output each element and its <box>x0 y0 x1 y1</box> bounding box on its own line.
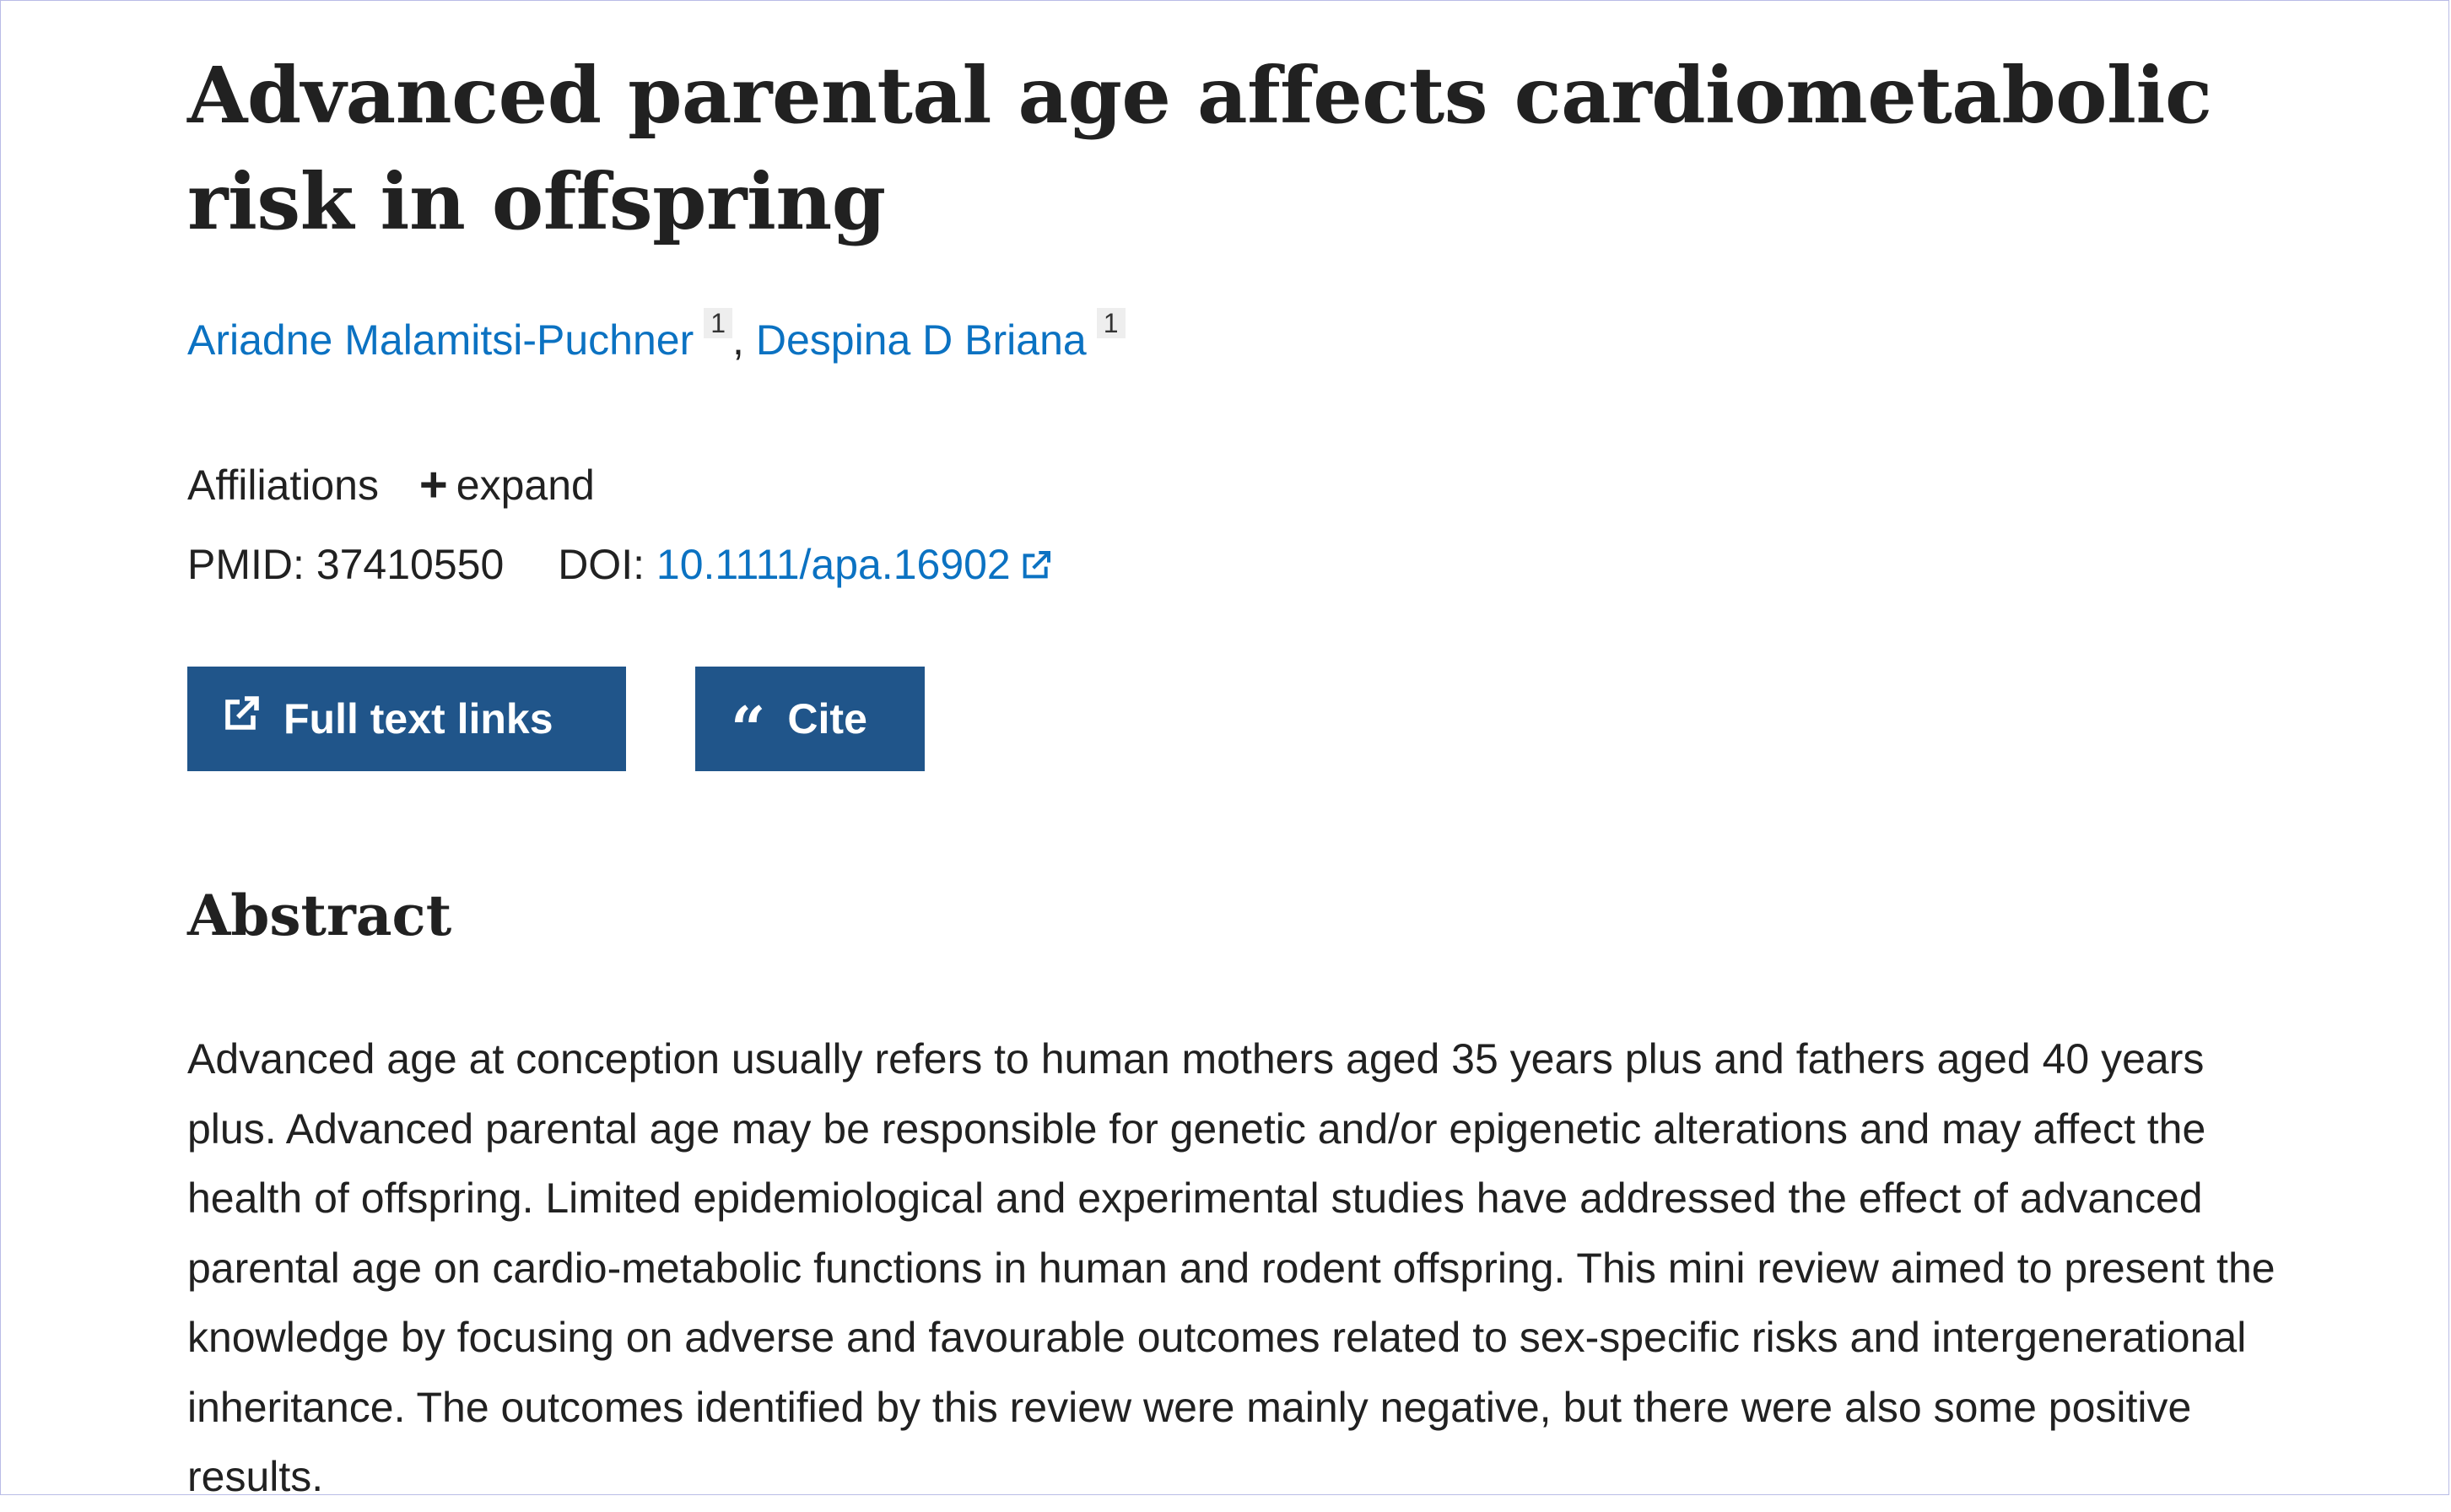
cite-button[interactable] <box>695 667 925 771</box>
affiliation-ref-button[interactable]: 1 <box>704 308 732 338</box>
plus-icon: + <box>418 457 448 512</box>
external-link-icon <box>221 694 262 744</box>
cite-label: Cite <box>787 695 867 742</box>
article-title: Advanced parental age affects cardiometabolic risk in offspring <box>187 50 2212 247</box>
abstract-heading: Abstract <box>187 883 452 948</box>
full-text-links-button[interactable] <box>187 667 626 771</box>
expand-label: expand <box>456 462 595 509</box>
expand-affiliations-button[interactable] <box>419 456 595 515</box>
doi-label: DOI: <box>558 541 645 588</box>
quote-icon: “ <box>731 693 766 764</box>
doi-link[interactable] <box>656 541 1053 588</box>
author-link[interactable]: Ariadne Malamitsi-Puchner <box>187 316 694 364</box>
author-link[interactable]: Despina D Briana <box>755 316 1087 364</box>
external-link-icon <box>1019 538 1053 597</box>
pmid-value: 37410550 <box>316 541 505 588</box>
identifiers-row <box>187 535 1053 597</box>
author-separator: , <box>732 316 756 364</box>
article-details <box>187 42 2297 1500</box>
doi-value: 10.1111/apa.16902 <box>656 541 1011 588</box>
pmid-label: PMID: <box>187 541 305 588</box>
affiliations-label: Affiliations <box>187 462 379 509</box>
full-text-links-label: Full text links <box>283 695 553 742</box>
abstract-text: Advanced age at conception usually refers to human mothers aged 35 years plus and fathers aged 40 years plus. Advanced parental age may be responsible for genetic and/or epigenetic alterations and may affect the health of offspring. Limited epidemiological and experimental studies have addressed the effect of advanced parental age on cardio-metabolic functions in human and rodent offspring. This mini review aimed to present the knowledge by focusing on adverse and favourable outcomes related to sex-specific risks and intergenerational inheritance. The outcomes identified by this review were mainly negative, but there were also some positive results. <box>187 1035 2276 1500</box>
affiliations-row <box>187 456 595 515</box>
affiliation-ref-button[interactable]: 1 <box>1097 308 1126 338</box>
authors-list <box>187 308 1126 370</box>
